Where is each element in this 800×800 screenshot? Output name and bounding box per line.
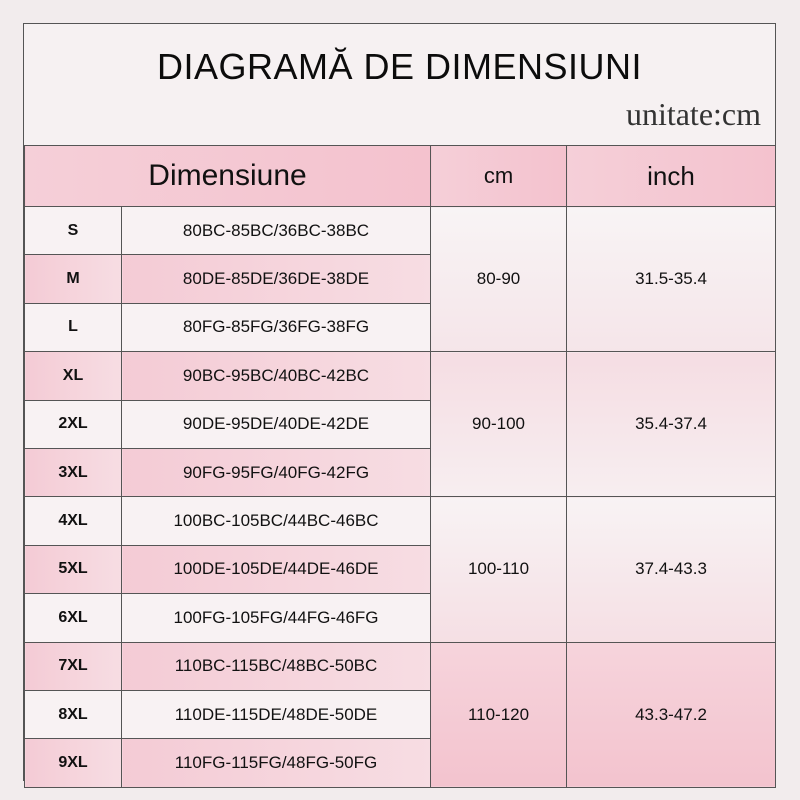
table-row [25,642,776,690]
size-cell: 5XL [25,545,122,593]
bra-size-cell: 90BC-95BC/40BC-42BC [122,352,431,400]
size-cell: 3XL [25,448,122,496]
bra-size-cell: 100BC-105BC/44BC-46BC [122,497,431,545]
cm-range-cell: 90-100 [431,352,567,497]
cm-range-cell: 80-90 [431,207,567,352]
bra-size-cell: 110FG-115FG/48FG-50FG [122,739,431,787]
table-row [25,207,776,255]
bra-size-cell: 80BC-85BC/36BC-38BC [122,207,431,255]
inch-range-cell: 35.4-37.4 [567,352,776,497]
size-cell: XL [25,352,122,400]
bra-size-cell: 90FG-95FG/40FG-42FG [122,448,431,496]
header-row [25,146,776,207]
size-cell: 9XL [25,739,122,787]
size-cell: 2XL [25,400,122,448]
size-cell: 7XL [25,642,122,690]
bra-size-cell: 90DE-95DE/40DE-42DE [122,400,431,448]
header-inch: inch [567,146,776,207]
bra-size-cell: 110DE-115DE/48DE-50DE [122,690,431,738]
inch-range-cell: 31.5-35.4 [567,207,776,352]
size-cell: M [25,255,122,303]
inch-range-cell: 37.4-43.3 [567,497,776,642]
size-cell: L [25,303,122,351]
bra-size-cell: 80FG-85FG/36FG-38FG [122,303,431,351]
size-cell: S [25,207,122,255]
size-chart-frame [23,23,776,781]
cm-range-cell: 110-120 [431,642,567,787]
size-cell: 6XL [25,594,122,642]
bra-size-cell: 100FG-105FG/44FG-46FG [122,594,431,642]
bra-size-cell: 80DE-85DE/36DE-38DE [122,255,431,303]
size-cell: 8XL [25,690,122,738]
title-block [24,24,775,146]
chart-title: DIAGRAMĂ DE DIMENSIUNI [156,46,643,87]
bra-size-cell: 100DE-105DE/44DE-46DE [122,545,431,593]
bra-size-cell: 110BC-115BC/48BC-50BC [122,642,431,690]
table-row [25,352,776,400]
header-cm: cm [431,146,567,207]
header-size: Dimensiune [25,146,431,207]
inch-range-cell: 43.3-47.2 [567,642,776,787]
cm-range-cell: 100-110 [431,497,567,642]
table-row [25,497,776,545]
size-cell: 4XL [25,497,122,545]
size-table [24,145,776,788]
unit-label: unitate:cm [625,96,761,132]
